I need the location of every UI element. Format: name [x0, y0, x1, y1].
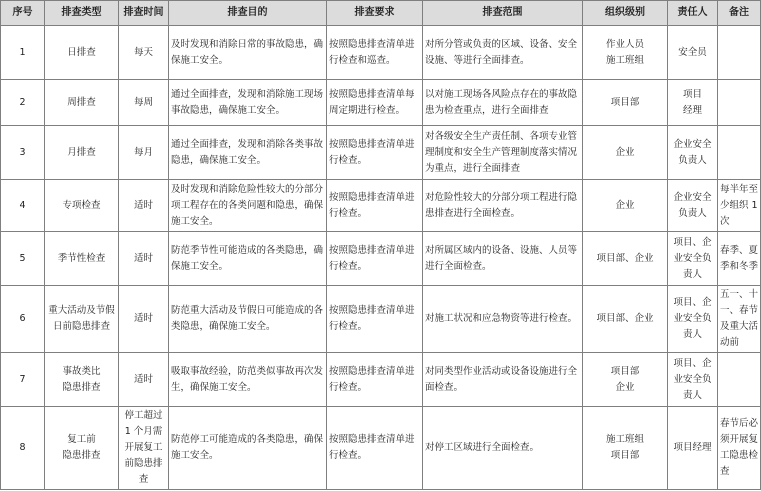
- responsible-person-cell: 项目 经理: [668, 80, 718, 126]
- inspection-scope-cell: 对各级安全生产责任制、各项专业管理制度和安全生产管理制度落实情况为重点，进行全面排查: [423, 126, 583, 180]
- organization-level-cell: 项目部、企业: [583, 232, 668, 286]
- inspection-requirement-cell: 按照隐患排查清单进行检查。: [327, 180, 423, 232]
- table-row: [1, 26, 761, 80]
- remark-cell: 春季、夏季和冬季: [718, 232, 761, 286]
- table-row: [1, 286, 761, 353]
- organization-level-cell: 企业: [583, 126, 668, 180]
- header-cell: 排查范围: [423, 1, 583, 26]
- row-number-cell: 3: [1, 126, 45, 180]
- responsible-person-cell: 企业安全 负责人: [668, 126, 718, 180]
- header-cell: 责任人: [668, 1, 718, 26]
- inspection-type-cell: 日排查: [45, 26, 119, 80]
- header-cell: 排查目的: [169, 1, 327, 26]
- inspection-purpose-cell: 防范重大活动及节假日可能造成的各类隐患，确保施工安全。: [169, 286, 327, 353]
- inspection-purpose-cell: 防范停工可能造成的各类隐患，确保施工安全。: [169, 407, 327, 490]
- row-number-cell: 8: [1, 407, 45, 490]
- remark-cell: [718, 126, 761, 180]
- row-number-cell: 6: [1, 286, 45, 353]
- inspection-purpose-cell: 及时发现和消除日常的事故隐患，确保施工安全。: [169, 26, 327, 80]
- inspection-type-cell: 事故类比 隐患排查: [45, 353, 119, 407]
- responsible-person-cell: 项目、企业安全负责人: [668, 286, 718, 353]
- remark-cell: [718, 26, 761, 80]
- inspection-scope-cell: 对所分管或负责的区域、设备、安全设施、等进行全面排查。: [423, 26, 583, 80]
- header-cell: 排查时间: [119, 1, 169, 26]
- inspection-type-cell: 重大活动及节假日前隐患排查: [45, 286, 119, 353]
- responsible-person-cell: 安全员: [668, 26, 718, 80]
- row-number-cell: 7: [1, 353, 45, 407]
- header-cell: 排查类型: [45, 1, 119, 26]
- inspection-time-cell: 每天: [119, 26, 169, 80]
- header-cell: 排查要求: [327, 1, 423, 26]
- inspection-time-cell: 适时: [119, 286, 169, 353]
- inspection-scope-cell: 以对施工现场各风险点存在的事故隐患为检查重点，进行全面排查: [423, 80, 583, 126]
- responsible-person-cell: 企业安全 负责人: [668, 180, 718, 232]
- header-cell: 序号: [1, 1, 45, 26]
- inspection-purpose-cell: 通过全面排查，发现和消除施工现场事故隐患，确保施工安全。: [169, 80, 327, 126]
- table-row: [1, 180, 761, 232]
- inspection-scope-cell: 对施工状况和应急物资等进行检查。: [423, 286, 583, 353]
- inspection-time-cell: 适时: [119, 180, 169, 232]
- table-row: [1, 126, 761, 180]
- inspection-purpose-cell: 吸取事故经验，防范类似事故再次发生，确保施工安全。: [169, 353, 327, 407]
- remark-cell: 五一、十一、春节及重大活动前: [718, 286, 761, 353]
- remark-cell: [718, 353, 761, 407]
- inspection-purpose-cell: 及时发现和消除危险性较大的分部分项工程存在的各类问题和隐患，确保施工安全。: [169, 180, 327, 232]
- inspection-type-cell: 专项检查: [45, 180, 119, 232]
- remark-cell: 春节后必须开展复工隐患检查: [718, 407, 761, 490]
- inspection-type-cell: 复工前 隐患排查: [45, 407, 119, 490]
- inspection-requirement-cell: 按照隐患排查清单进行检查。: [327, 286, 423, 353]
- header-row: [1, 1, 761, 26]
- inspection-scope-cell: 对所属区域内的设备、设施、人员等进行全面检查。: [423, 232, 583, 286]
- inspection-type-cell: 月排查: [45, 126, 119, 180]
- organization-level-cell: 项目部 企业: [583, 353, 668, 407]
- remark-cell: [718, 80, 761, 126]
- inspection-requirement-cell: 按照隐患排查清单进行检查。: [327, 232, 423, 286]
- responsible-person-cell: 项目、企业安全负责人: [668, 353, 718, 407]
- row-number-cell: 5: [1, 232, 45, 286]
- organization-level-cell: 施工班组 项目部: [583, 407, 668, 490]
- header-cell: 组织级别: [583, 1, 668, 26]
- remark-cell: 每半年至少组织 1 次: [718, 180, 761, 232]
- inspection-scope-cell: 对停工区域进行全面检查。: [423, 407, 583, 490]
- table-row: [1, 232, 761, 286]
- inspection-requirement-cell: 按照隐患排查清单进行检查。: [327, 353, 423, 407]
- row-number-cell: 1: [1, 26, 45, 80]
- inspection-time-cell: 每周: [119, 80, 169, 126]
- header-cell: 备注: [718, 1, 761, 26]
- row-number-cell: 2: [1, 80, 45, 126]
- inspection-requirement-cell: 按照隐患排查清单进行检查。: [327, 126, 423, 180]
- inspection-requirement-cell: 按照隐患排查清单每周定期进行检查。: [327, 80, 423, 126]
- inspection-time-cell: 适时: [119, 353, 169, 407]
- inspection-type-cell: 季节性检查: [45, 232, 119, 286]
- organization-level-cell: 项目部: [583, 80, 668, 126]
- inspection-scope-cell: 对同类型作业活动或设备设施进行全面检查。: [423, 353, 583, 407]
- table-row: [1, 80, 761, 126]
- inspection-requirement-cell: 按照隐患排查清单进行检查和巡查。: [327, 26, 423, 80]
- organization-level-cell: 作业人员 施工班组: [583, 26, 668, 80]
- inspection-type-cell: 周排查: [45, 80, 119, 126]
- inspection-requirement-cell: 按照隐患排查清单进行检查。: [327, 407, 423, 490]
- inspection-time-cell: 每月: [119, 126, 169, 180]
- inspection-purpose-cell: 防范季节性可能造成的各类隐患，确保施工安全。: [169, 232, 327, 286]
- responsible-person-cell: 项目、企业安全负责人: [668, 232, 718, 286]
- row-number-cell: 4: [1, 180, 45, 232]
- inspection-scope-cell: 对危险性较大的分部分项工程进行隐患排查进行全面检查。: [423, 180, 583, 232]
- organization-level-cell: 项目部、企业: [583, 286, 668, 353]
- inspection-purpose-cell: 通过全面排查，发现和消除各类事故隐患，确保施工安全。: [169, 126, 327, 180]
- responsible-person-cell: 项目经理: [668, 407, 718, 490]
- inspection-time-cell: 停工超过 1 个月需开展复工前隐患排查: [119, 407, 169, 490]
- table-row: [1, 407, 761, 490]
- organization-level-cell: 企业: [583, 180, 668, 232]
- table-row: [1, 353, 761, 407]
- inspection-time-cell: 适时: [119, 232, 169, 286]
